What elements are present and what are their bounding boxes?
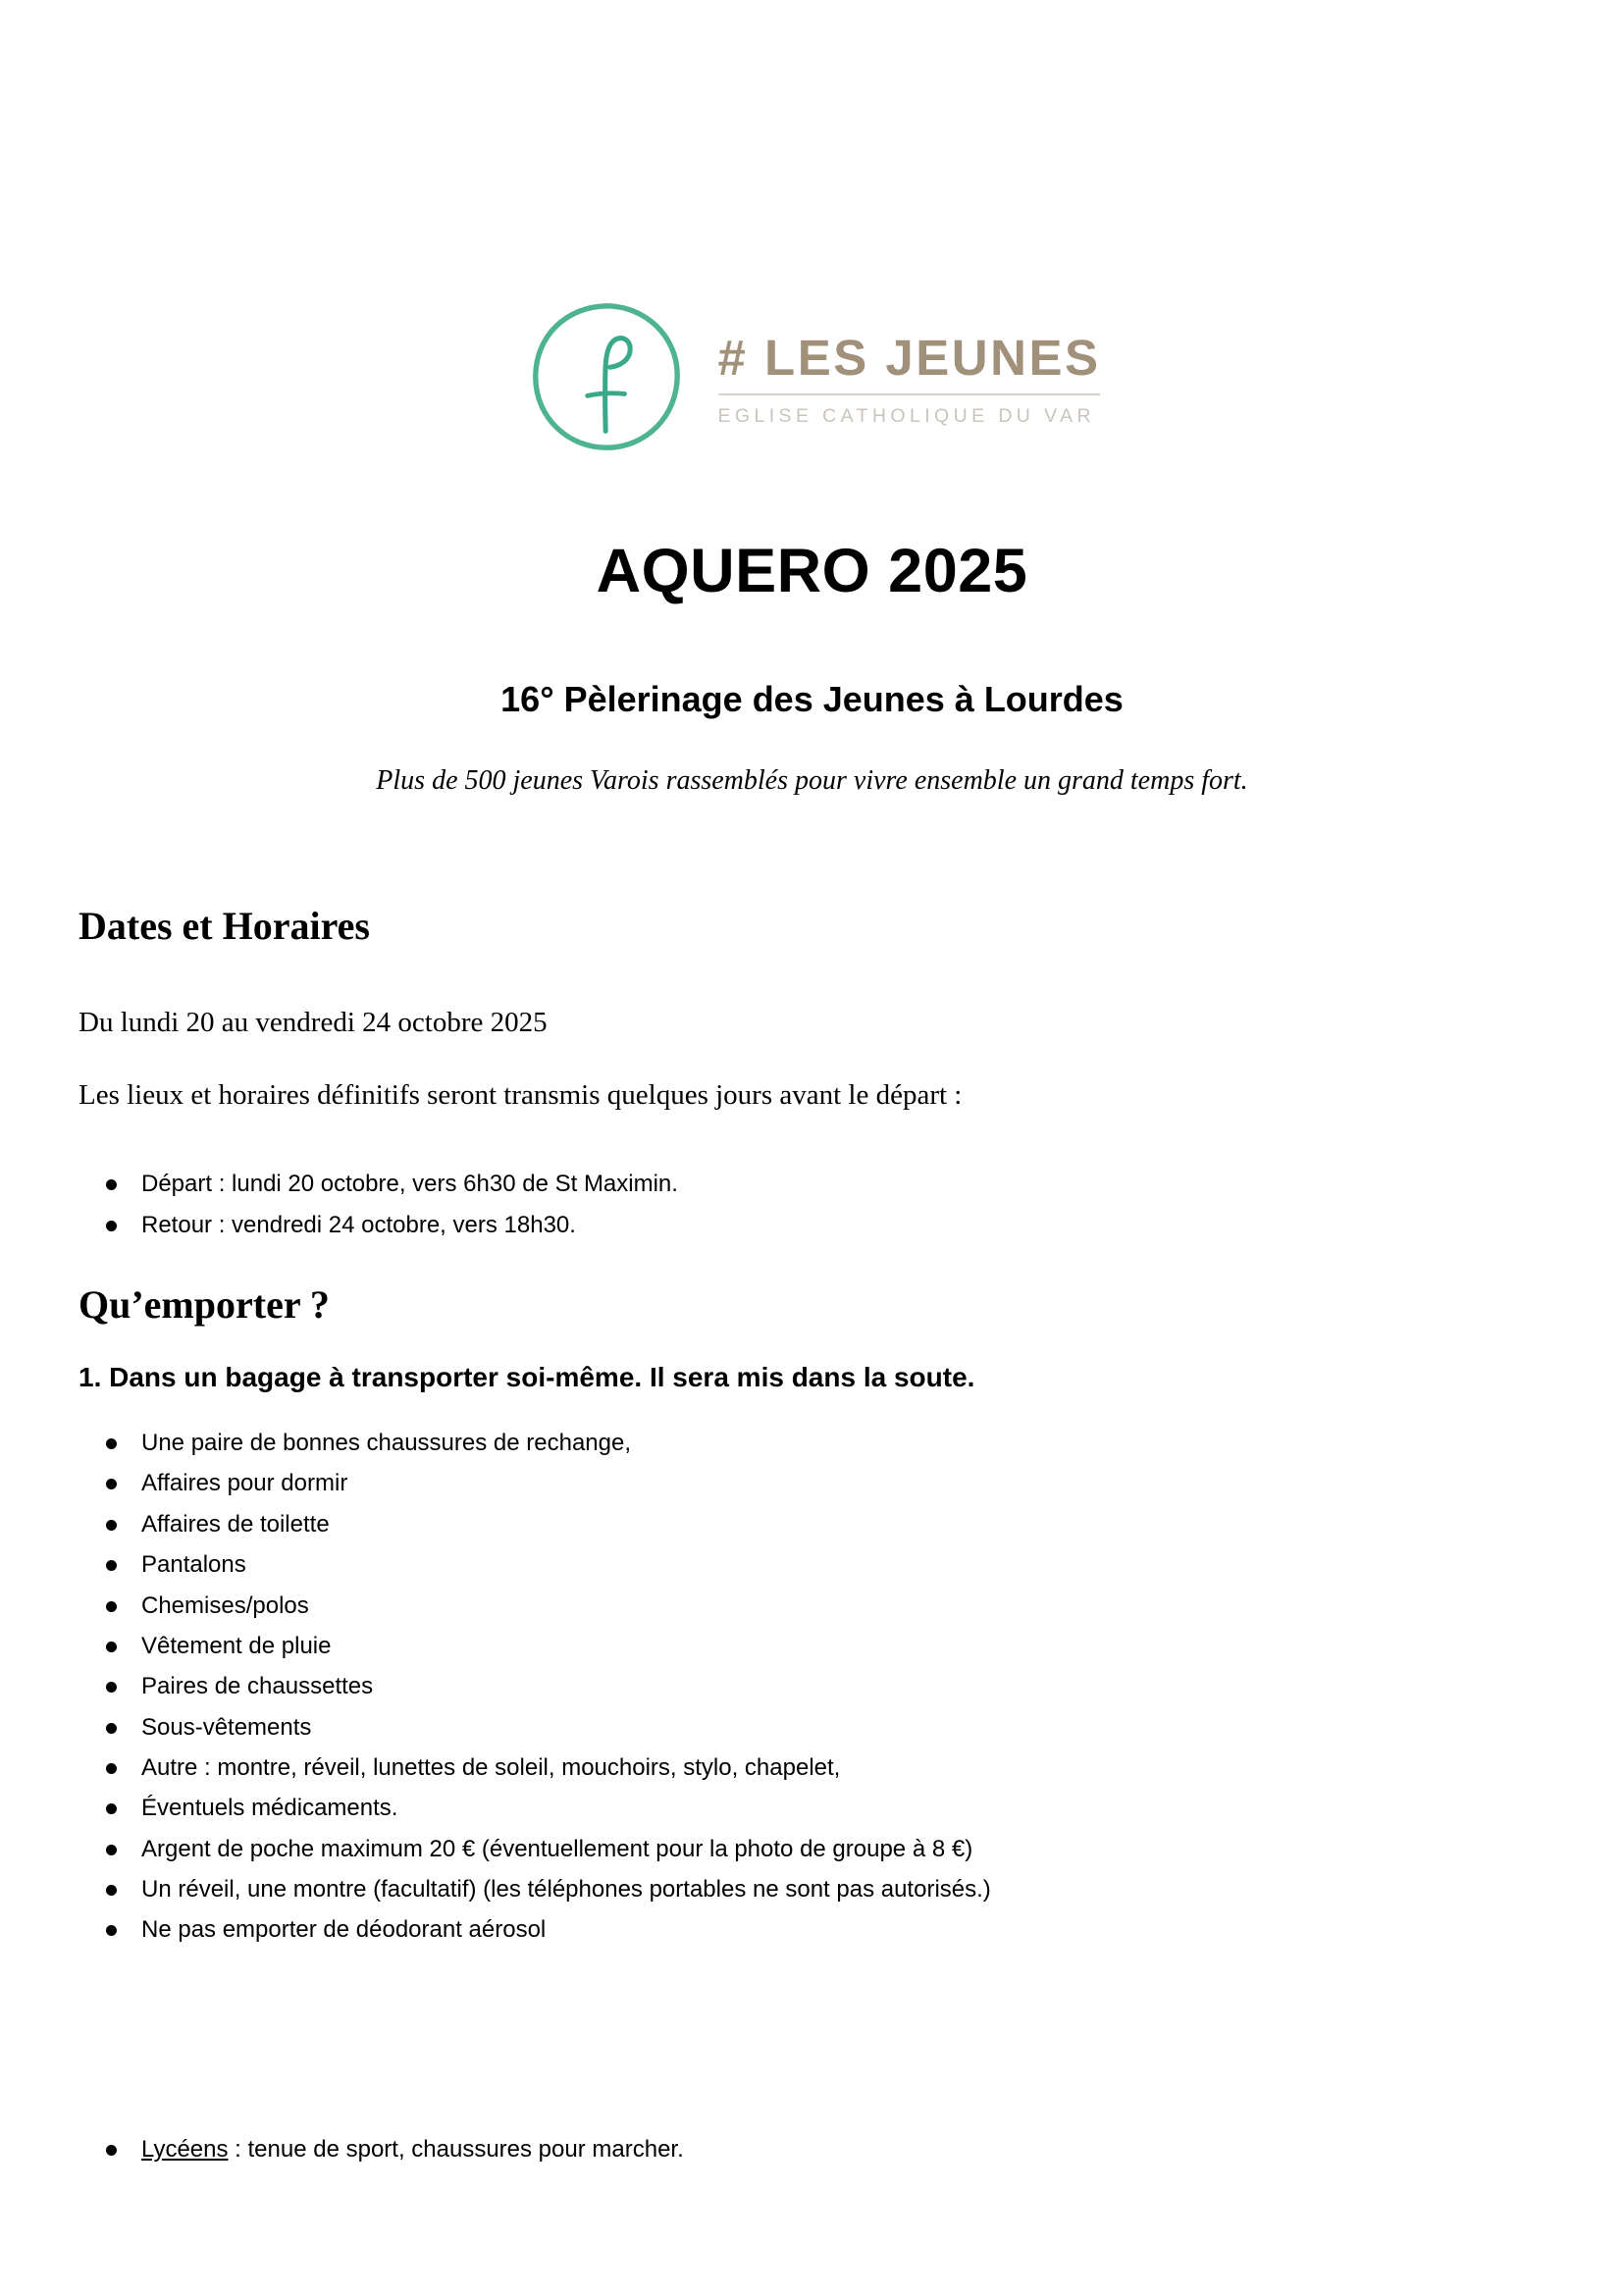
brand-logo <box>0 294 1624 459</box>
subheading-bagage: 1. Dans un bagage à transporter soi-même. Il sera mis dans la soute. <box>79 1362 975 1393</box>
list-item: Autre : montre, réveil, lunettes de soleil, mouchoirs, stylo, chapelet, <box>79 1754 1545 1781</box>
section-heading-emporter: Qu’emporter ? <box>79 1282 330 1328</box>
page-title: AQUERO 2025 <box>596 537 1028 605</box>
dates-bullet-list <box>79 1171 1545 1238</box>
list-item: Paires de chaussettes <box>79 1673 1545 1699</box>
list-item: Vêtement de pluie <box>79 1633 1545 1659</box>
list-item: Argent de poche maximum 20 € (éventuellement pour la photo de groupe à 8 €) <box>79 1836 1545 1862</box>
logo-title: # LES JEUNES <box>717 330 1101 387</box>
list-item: Ne pas emporter de déodorant aérosol <box>79 1916 1545 1943</box>
list-item: Sous-vêtements <box>79 1714 1545 1741</box>
lyceens-label: Lycéens <box>141 2135 229 2163</box>
list-item: Affaires pour dormir <box>79 1470 1545 1496</box>
list-item: Une paire de bonnes chaussures de rechange, <box>79 1430 1545 1456</box>
list-item: Départ : lundi 20 octobre, vers 6h30 de St Maximin. <box>79 1171 1545 1197</box>
logo-divider <box>718 393 1101 395</box>
logo-subtitle: EGLISE CATHOLIQUE DU VAR <box>717 404 1095 427</box>
document-body <box>79 903 1545 2163</box>
section-heading-dates: Dates et Horaires <box>79 904 370 948</box>
lyceens-bullet-list <box>79 2136 1545 2163</box>
dates-line-2: Les lieux et horaires définitifs seront transmis quelques jours avant le départ : <box>79 1078 963 1111</box>
list-item: Pantalons <box>79 1551 1545 1578</box>
bagage-bullet-list <box>79 1430 1545 1944</box>
page-subtitle: 16° Pèlerinage des Jeunes à Lourdes <box>500 679 1124 719</box>
list-item: Affaires de toilette <box>79 1511 1545 1538</box>
list-item: Chemises/polos <box>79 1592 1545 1619</box>
lyceens-rest: : tenue de sport, chaussures pour marcher. <box>228 2135 684 2163</box>
list-item: Un réveil, une montre (facultatif) (les téléphones portables ne sont pas autorisés.) <box>79 1876 1545 1903</box>
logo-wordmark <box>718 326 1101 428</box>
list-item-lyceens <box>79 2136 1545 2163</box>
list-item: Retour : vendredi 24 octobre, vers 18h30. <box>79 1212 1545 1238</box>
page-tagline: Plus de 500 jeunes Varois rassemblés pour vivre ensemble un grand temps fort. <box>376 765 1248 796</box>
dates-line-1: Du lundi 20 au vendredi 24 octobre 2025 <box>79 1007 548 1038</box>
list-item: Éventuels médicaments. <box>79 1795 1545 1821</box>
logo-circle-f-icon <box>524 294 689 459</box>
